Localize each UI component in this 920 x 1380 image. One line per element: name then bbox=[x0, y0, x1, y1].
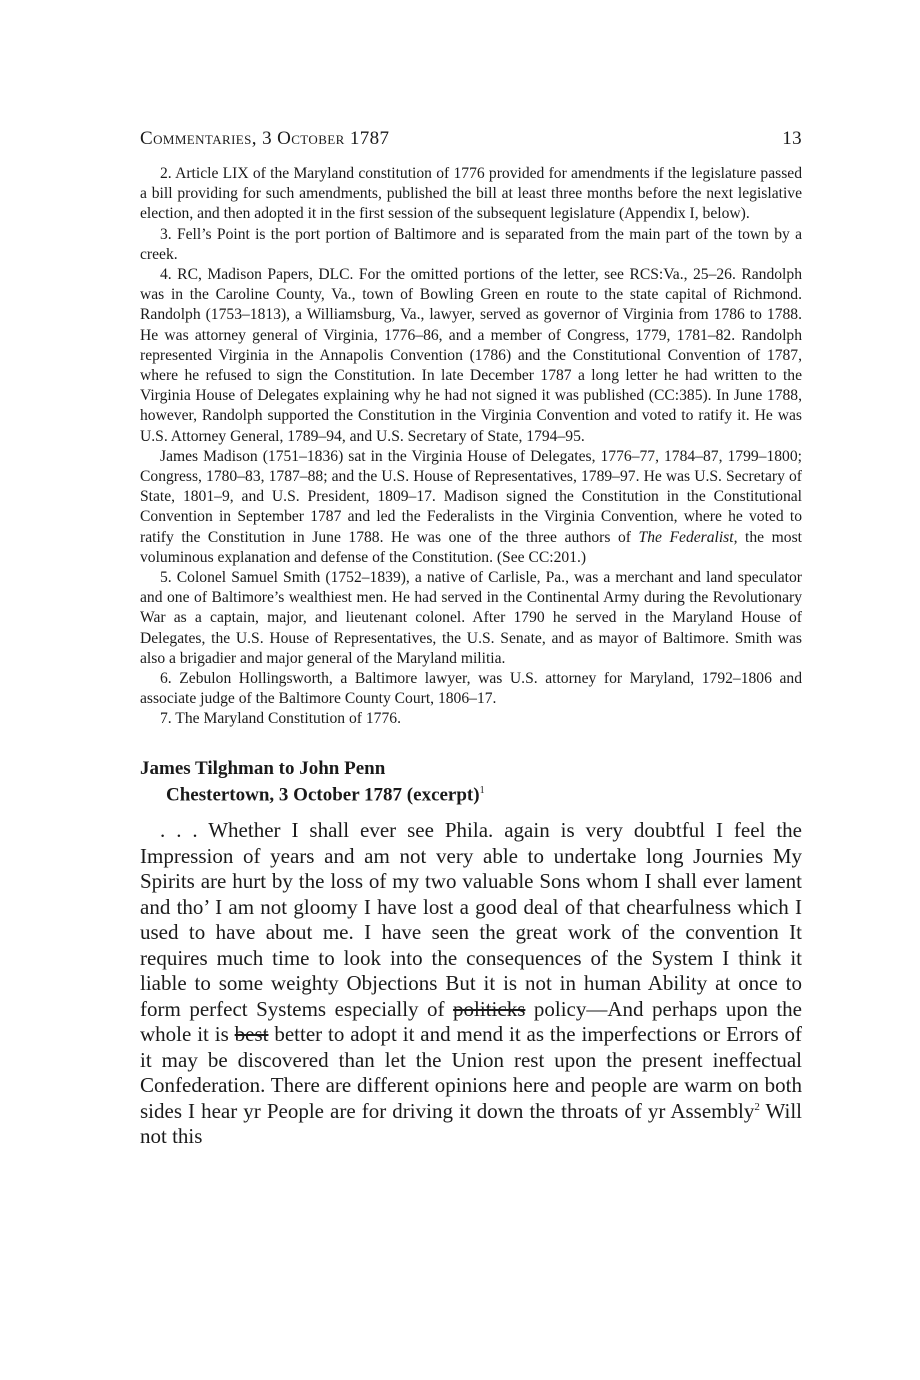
letter-footnote-ref: 2 bbox=[754, 1100, 760, 1113]
note-2: 2. Article LIX of the Maryland constitution of 1776 provided for amendments if the legislature passed a bill providing for such amendments, published the bill at least three months before the next legislative election, and then adopted it in the first session of the subsequent legislature (Appendix I, below). bbox=[140, 165, 802, 223]
document-page bbox=[140, 128, 802, 1171]
heading-line-2 bbox=[140, 780, 802, 806]
letter-part-2: policy—And perhaps upon the whole it is bbox=[140, 996, 802, 1047]
struck-word-politicks: politicks bbox=[453, 996, 526, 1021]
note-3: 3. Fell’s Point is the port portion of Baltimore and is separated from the main part of the town by a creek. bbox=[140, 225, 802, 263]
running-head bbox=[140, 128, 802, 150]
note-6: 6. Zebulon Hollingsworth, a Baltimore lawyer, was U.S. attorney for Maryland, 1792–1806 and associate judge of the Baltimore County Court, 1806–17. bbox=[140, 670, 802, 708]
heading-line-2-text: Chestertown, 3 October 1787 (excerpt) bbox=[166, 784, 480, 806]
note-4-madison bbox=[140, 447, 802, 568]
madison-text-after: the most voluminous explanation and defense of the Constitution. (See CC:201.) bbox=[140, 528, 802, 566]
letter-part-4: Will not this bbox=[140, 1098, 802, 1149]
note-4: 4. RC, Madison Papers, DLC. For the omitted portions of the letter, see RCS:Va., 25–26. Randolph was in the Caroline County, Va., town of Bowling Green en route to the state capital of Richmond. Randolph (1753–1813), a Williamsburg, Va., lawyer, served as governor of Virginia from 1786 to 1788. He was attorney general of Virginia, 1776–86, and a member of Congress, 1779, 1781–82. Randolph represented Virginia in the Annapolis Convention (1786) and the Constitutional Convention of 1787, where he refused to sign the Constitution. In late December 1787 a long letter he had written to the Virginia House of Delegates explaining why he had not signed it was published (CC:385). In June 1788, however, Randolph supported the Constitution in the Virginia Convention and voted to ratify it. He was U.S. Attorney General, 1789–94, and U.S. Secretary of State, 1794–95. bbox=[140, 266, 802, 445]
struck-word-best: best bbox=[234, 1022, 269, 1047]
note-7: 7. The Maryland Constitution of 1776. bbox=[160, 710, 401, 728]
heading-footnote-ref: 1 bbox=[479, 784, 485, 796]
note-5: 5. Colonel Samuel Smith (1752–1839), a native of Carlisle, Pa., was a merchant and land speculator and one of Baltimore’s wealthiest men. He had served in the Continental Army during the Revolutionary War as a captain, major, and lieutenant colonel. After 1790 he served in the Maryland House of Delegates, the U.S. House of Representatives, the U.S. Senate, and as mayor of Baltimore. Smith was also a brigadier and major general of the Maryland militia. bbox=[140, 569, 802, 667]
running-head-title: Commentaries, 3 October 1787 bbox=[140, 128, 390, 149]
endnotes bbox=[140, 164, 802, 730]
madison-text-before: James Madison (1751–1836) sat in the Virginia House of Delegates, 1776–77, 1784–87, 1799–1800; Congress, 1780–83, 1787–88; and the U.S. House of Representatives, 1789–97. He was U.S. Secretary of State, 1801–9, and U.S. President, 1809–17. Madison signed the Constitution in the Constitutional Convention in September 1787 and led the Federalists in the Virginia Convention, where he voted to ratify the Constitution in June 1788. He was one of the three authors of bbox=[140, 447, 802, 546]
madison-italic-title: The Federalist, bbox=[638, 528, 738, 546]
heading-line-1: James Tilghman to John Penn bbox=[140, 757, 386, 779]
letter-body bbox=[140, 818, 802, 1150]
letter-part-3: better to adopt it and mend it as the imperfections or Errors of it may be discovered than let the Union rest upon the present ineffectual Confederation. There are different opinions here and people are warm on both sides I hear yr People are for driving it down the throats of yr Assembly bbox=[140, 1022, 802, 1123]
letter-part-1: . . . Whether I shall ever see Phila. again is very doubtful I feel the Impression of years and am not very able to undertake long Journies My Spirits are hurt by the loss of my two valuable Sons whom I shall ever lament and tho’ I am not gloomy I have lost a good deal of that chearfulness which I used to have about me. I have seen the great work of the convention It requires much time to look into the consequences of the System I think it liable to some weighty Objections But it is not in human Ability at once to form perfect Systems especially of bbox=[140, 818, 802, 1021]
document-heading bbox=[140, 758, 802, 806]
page-number: 13 bbox=[782, 128, 802, 149]
